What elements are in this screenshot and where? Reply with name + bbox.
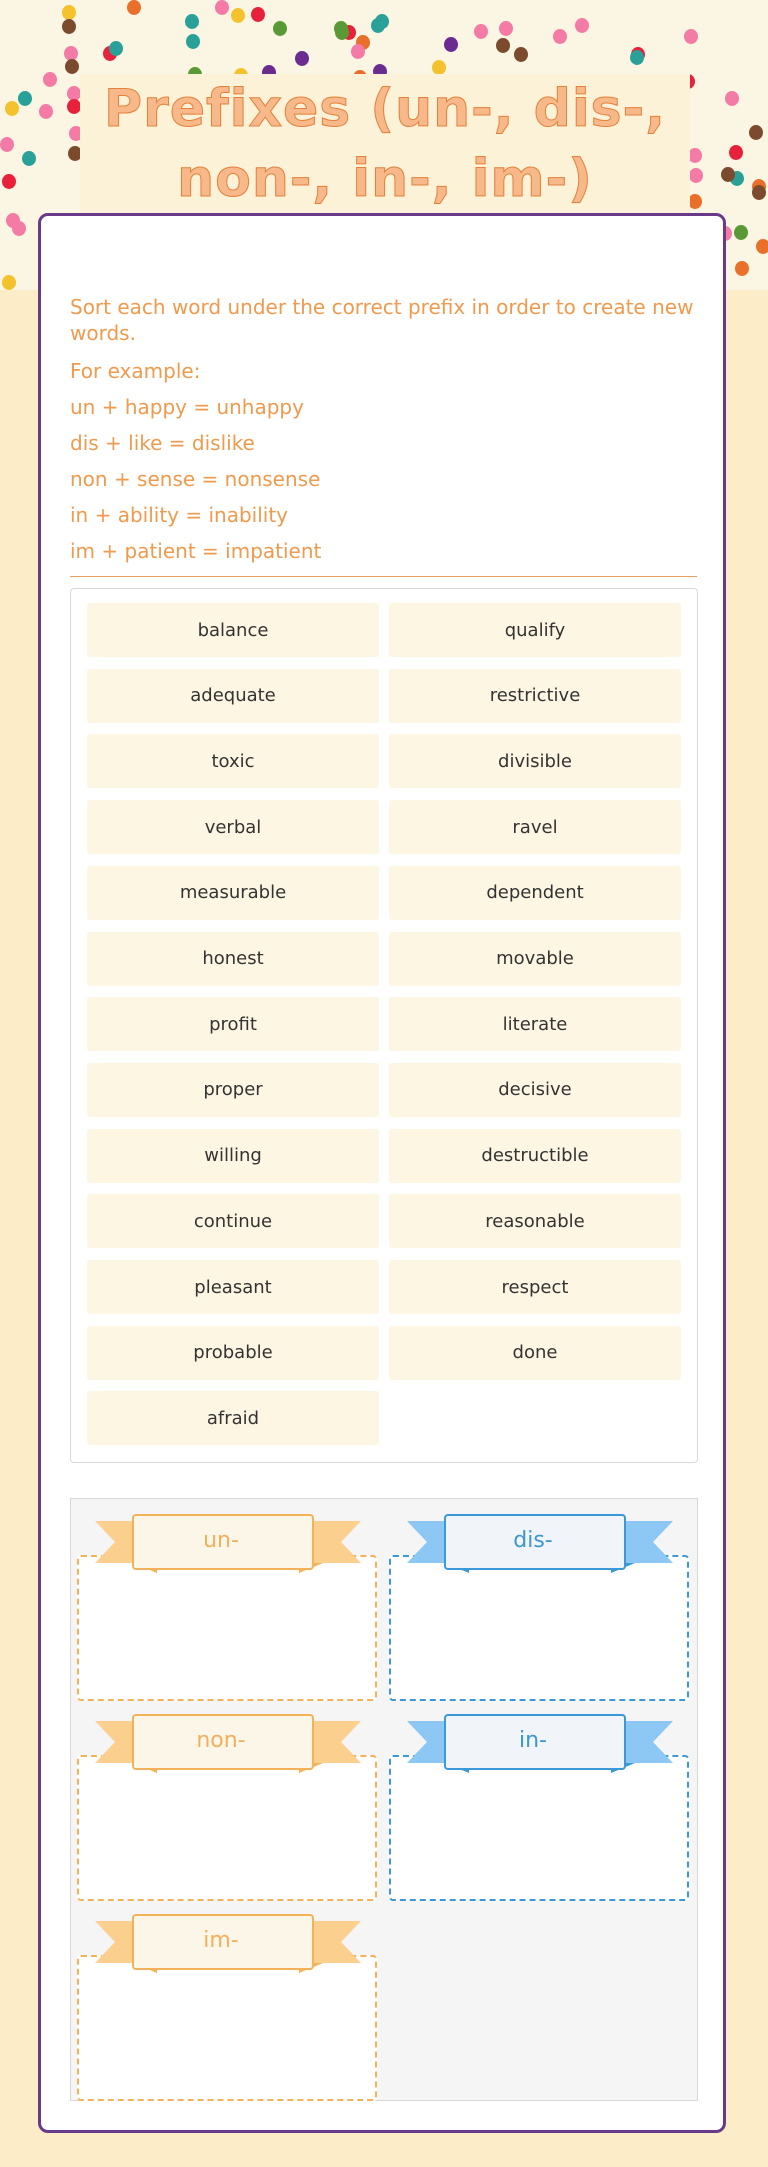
word-tile[interactable]: measurable bbox=[87, 866, 379, 920]
confetti-dot bbox=[2, 275, 16, 290]
confetti-dot bbox=[39, 104, 53, 119]
word-tile[interactable]: ravel bbox=[389, 800, 681, 854]
drop-zone-dis[interactable] bbox=[383, 1507, 683, 1693]
confetti-dot bbox=[295, 51, 309, 66]
confetti-dot bbox=[689, 168, 703, 183]
confetti-dot bbox=[553, 29, 567, 44]
confetti-dot bbox=[684, 29, 698, 44]
word-tile[interactable]: restrictive bbox=[389, 669, 681, 723]
title-line-1: Prefixes (un-, dis-, bbox=[104, 79, 666, 139]
confetti-dot bbox=[734, 225, 748, 240]
drop-zone-un[interactable] bbox=[71, 1507, 371, 1693]
confetti-dot bbox=[186, 34, 200, 49]
prefix-label: im- bbox=[203, 1927, 239, 1953]
confetti-dot bbox=[62, 19, 76, 34]
prefix-label: dis- bbox=[513, 1527, 553, 1553]
confetti-dot bbox=[514, 47, 528, 62]
word-tile[interactable]: proper bbox=[87, 1063, 379, 1117]
confetti-dot bbox=[65, 59, 79, 74]
confetti-dot bbox=[351, 44, 365, 59]
prefix-label: un- bbox=[203, 1527, 239, 1553]
word-tile[interactable]: willing bbox=[87, 1129, 379, 1183]
word-tile[interactable]: divisible bbox=[389, 734, 681, 788]
confetti-dot bbox=[756, 239, 768, 254]
word-tile[interactable]: profit bbox=[87, 997, 379, 1051]
title-line-2: non-, in-, im-) bbox=[177, 149, 593, 209]
confetti-dot bbox=[109, 41, 123, 56]
confetti-dot bbox=[67, 99, 81, 114]
instructions bbox=[70, 294, 700, 564]
prefix-label: non- bbox=[196, 1727, 246, 1753]
confetti-dot bbox=[273, 21, 287, 36]
example-in: in + ability = inability bbox=[70, 503, 289, 527]
confetti-dot bbox=[251, 7, 265, 22]
example-non: non + sense = nonsense bbox=[70, 467, 321, 491]
word-tile[interactable]: reasonable bbox=[389, 1194, 681, 1248]
instructions-lead: Sort each word under the correct prefix in order to create new words. bbox=[70, 295, 694, 345]
confetti-dot bbox=[43, 72, 57, 87]
word-tile[interactable]: literate bbox=[389, 997, 681, 1051]
confetti-dot bbox=[630, 50, 644, 65]
confetti-dot bbox=[575, 18, 589, 33]
word-tile[interactable]: dependent bbox=[389, 866, 681, 920]
confetti-dot bbox=[231, 8, 245, 23]
word-tile[interactable]: continue bbox=[87, 1194, 379, 1248]
divider bbox=[70, 576, 697, 577]
confetti-dot bbox=[215, 0, 229, 15]
drop-zone-in[interactable] bbox=[383, 1707, 683, 1893]
confetti-dot bbox=[22, 151, 36, 166]
confetti-dot bbox=[752, 185, 766, 200]
word-tile[interactable]: adequate bbox=[87, 669, 379, 723]
confetti-dot bbox=[334, 21, 348, 36]
word-tile[interactable]: pleasant bbox=[87, 1260, 379, 1314]
confetti-dot bbox=[721, 167, 735, 182]
confetti-dot bbox=[496, 38, 510, 53]
confetti-dot bbox=[0, 137, 14, 152]
example-label: For example: bbox=[70, 359, 201, 383]
word-tile[interactable]: probable bbox=[87, 1326, 379, 1380]
word-tile[interactable]: decisive bbox=[389, 1063, 681, 1117]
word-tile[interactable]: respect bbox=[389, 1260, 681, 1314]
confetti-dot bbox=[444, 37, 458, 52]
confetti-dot bbox=[735, 261, 749, 276]
word-tile[interactable]: done bbox=[389, 1326, 681, 1380]
confetti-dot bbox=[474, 24, 488, 39]
example-un: un + happy = unhappy bbox=[70, 395, 304, 419]
drop-zone-im[interactable] bbox=[71, 1907, 371, 2093]
example-im: im + patient = impatient bbox=[70, 539, 322, 563]
word-tile[interactable]: qualify bbox=[389, 603, 681, 657]
word-tile[interactable]: verbal bbox=[87, 800, 379, 854]
page-title bbox=[80, 74, 690, 214]
confetti-dot bbox=[5, 101, 19, 116]
confetti-dot bbox=[688, 148, 702, 163]
confetti-dot bbox=[749, 125, 763, 140]
word-tile[interactable]: movable bbox=[389, 932, 681, 986]
word-bank bbox=[70, 588, 698, 1463]
confetti-dot bbox=[499, 21, 513, 36]
word-tile[interactable]: honest bbox=[87, 932, 379, 986]
prefix-label: in- bbox=[519, 1727, 547, 1753]
confetti-dot bbox=[371, 18, 385, 33]
confetti-dot bbox=[62, 5, 76, 20]
confetti-dot bbox=[432, 60, 446, 75]
confetti-dot bbox=[729, 145, 743, 160]
confetti-dot bbox=[725, 91, 739, 106]
drop-zones bbox=[70, 1498, 698, 2101]
confetti-dot bbox=[2, 174, 16, 189]
word-tile[interactable]: afraid bbox=[87, 1391, 379, 1445]
confetti-dot bbox=[185, 14, 199, 29]
word-tile[interactable]: toxic bbox=[87, 734, 379, 788]
confetti-dot bbox=[688, 194, 702, 209]
confetti-dot bbox=[18, 91, 32, 106]
confetti-dot bbox=[12, 221, 26, 236]
drop-zone-non[interactable] bbox=[71, 1707, 371, 1893]
word-tile[interactable]: destructible bbox=[389, 1129, 681, 1183]
word-tile[interactable]: balance bbox=[87, 603, 379, 657]
confetti-dot bbox=[127, 0, 141, 15]
example-dis: dis + like = dislike bbox=[70, 431, 255, 455]
